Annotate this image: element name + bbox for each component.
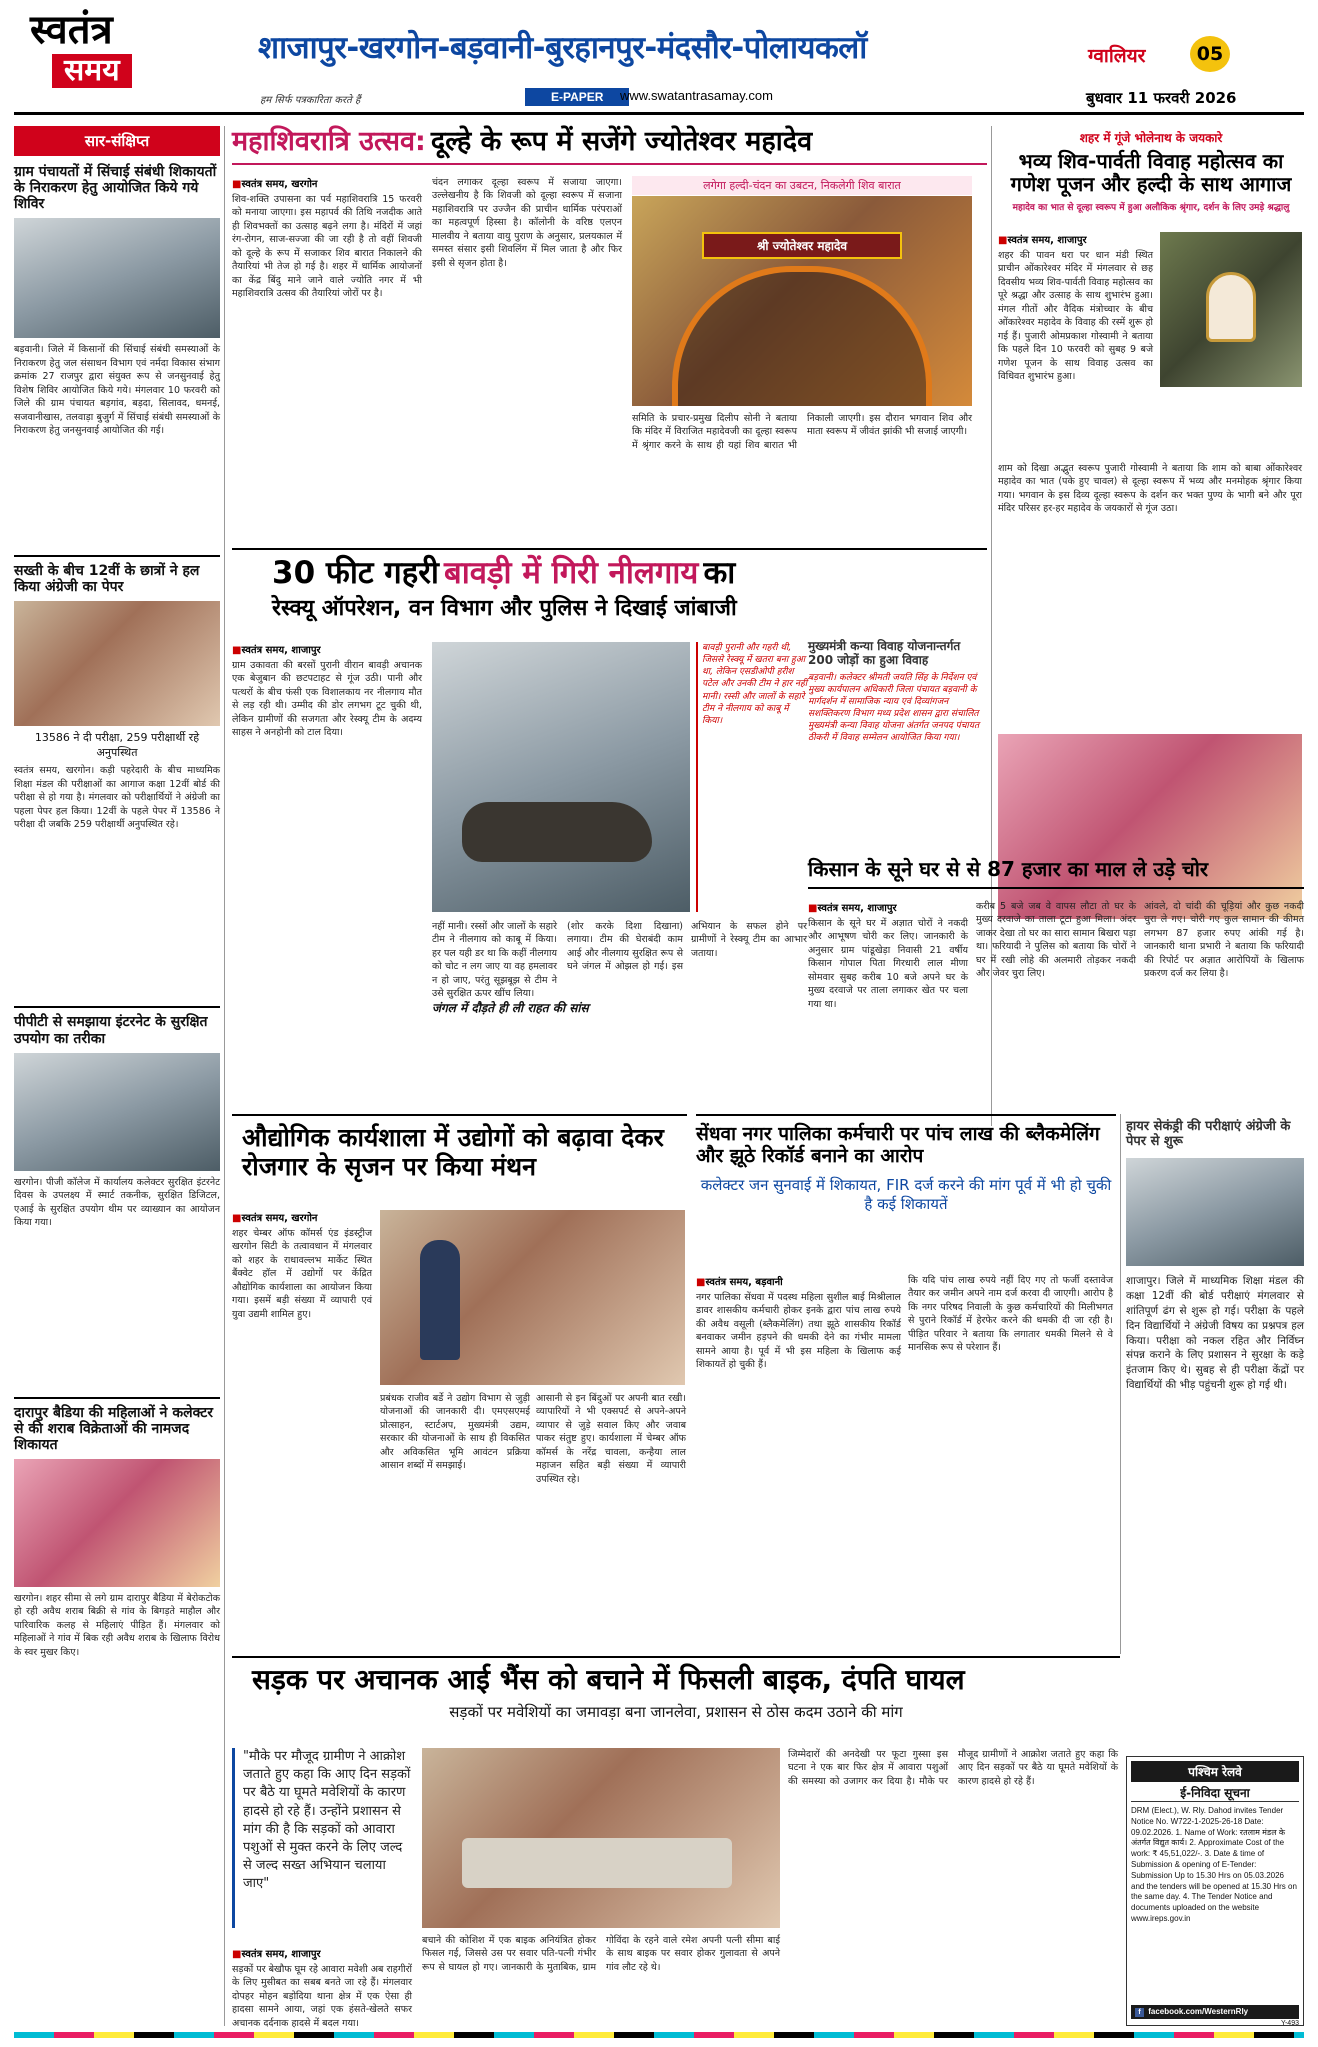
sidebar-story-2 [14,563,220,1000]
column-rule [1120,1114,1121,1654]
tender-body: DRM (Elect.), W. Rly. Dahod invites Tender Notice No. W722-1-2025-26-18 Date: 09.02.2026. 1. Name of Work: रतलाम मंडल के अंतर्गत विद्युत कार्य। 2. Approximate Cost of the work: ₹ 45,51,022/-. 3. Date & time of Submission & opening of E-Tender: Submission Up to 15.30 Hrs on 05.03.2026 and the tenders will be opened at 15.30 Hrs on the same day. 4. The Tender Notice and documents uploaded on the website www.ireps.gov.in [1131,1806,1297,1923]
story-subhead: जंगल में दौड़ते ही ली राहत की सांस [432,1001,589,1015]
tender-subtitle: ई-निविदा सूचना [1131,1784,1299,1802]
website-link[interactable]: www.swatantrasamay.com [620,88,773,103]
story-col-1 [808,900,968,1097]
headline-part-c: का [703,555,736,591]
story-body-2: कि यदि पांच लाख रुपये नहीं दिए गए तो फर्जी दस्तावेज तैयार कर जमीन अपने नाम दर्ज करवा दी जाएगी। आरोप है कि नगर परिषद निवाली के कुछ कर्मचारियों की मिलीभगत से पुराने रिकॉर्ड में हेरफेर करने की धमकी दी जा रही है। पीड़ित परिवार ने बताया कि लगातार धमकी मिलने से वे मानसिक रूप से परेशान हैं। [908,1275,1113,1354]
story-headline[interactable]: औद्योगिक कार्यशाला में उद्योगों को बढ़ावा देकर रोजगार के सृजन पर किया मंथन [242,1123,664,1181]
story-headline[interactable] [232,126,987,165]
story-byline: ■ स्वतंत्र समय, शाजापुर [232,1946,412,1960]
story-subhead: कलेक्टर जन सुनवाई में शिकायत, FIR दर्ज करने की मांग पूर्व में भी हो चुकी है कई शिकायतें [700,1175,1112,1214]
page-number: 05 [1190,36,1230,72]
bed-shape [462,1838,732,1888]
story-accident [232,1656,1120,2029]
divider [14,1397,220,1399]
story-body: बड़वानी। कलेक्टर श्रीमती जयति सिंह के निर्देशन एवं मुख्य कार्यपालन अधिकारी जिला पंचायत बड़वानी के मार्गदर्शन में सामाजिक न्याय एवं दिव्यांगजन सशक्तिकरण विभाग मध्य प्रदेश शासन द्वारा संचालित मुख्यमंत्री कन्या विवाह योजना अंतर्गत जनपद पंचायत ठीकरी में विवाह सम्मेलन आयोजित किया गया। [808,672,980,744]
story-body-2: करीब 5 बजे जब वे वापस लौटा तो घर के मुख्य दरवाजे का ताला टूटा हुआ मिला। अंदर जाकर देखा तो घर का सारा सामान बिखरा पड़ा था। फरियादी ने पुलिस को बताया कि चोरों ने घर में रखी लोहे की अलमारी तोड़कर नकदी और जेवर चुरा लिए। [976,901,1136,980]
sidebar-story-photo [14,218,220,338]
story-body-2: बचाने की कोशिश में एक बाइक अनियंत्रित होकर फिसल गई, जिससे उस पर सवार पति-पत्नी गंभीर रूप से घायल हो गए। जानकारी के मुताबिक, ग्राम गोविंदा के रहने वाले रमेश अपनी पत्नी सीमा बाई के साथ बाइक पर सवार होकर गुलावता से अपने गांव लौट रहे थे। [422,1935,780,1973]
temple-arch [672,266,932,406]
sidebar-story-caption: 13586 ने दी परीक्षा, 259 परीक्षार्थी रहे अनुपस्थित [34,731,200,760]
sidebar-story-3 [14,1014,220,1390]
tagline: हम सिर्फ पत्रकारिता करते हैं [260,95,361,106]
story-karyashala [232,1114,687,1654]
workshop-photo [380,1210,685,1385]
sidebar-title: सार-संक्षिप्त [14,126,220,156]
story-sendhwa [696,1114,1116,1654]
story-col-1 [232,1946,412,2029]
story-subhead: महादेव का भात से दूल्हा स्वरूप में हुआ अलौकिक श्रृंगार, दर्शन के लिए उमड़े श्रद्धालु [1012,202,1290,213]
story-kanya [808,640,986,860]
story-col [998,232,1153,469]
story-headline[interactable]: मुख्यमंत्री कन्या विवाह योजनान्तर्गत 200 जोड़ों का हुआ विवाह [808,639,961,667]
registration-strip [14,2032,1304,2038]
story-body: किसान के सूने घर में अज्ञात चोरों ने नकदी और आभूषण चोरी कर लिए। जानकारी के अनुसार ग्राम पांडूखेड़ा निवासी 21 वर्षीय किसान गोपाल पिता गिरधारी लाल मीणा सोमवार सुबह करीब 10 बजे अपने घर के मुख्य दरवाजे पर ताला लगाकर खेत पर चला गया था। [808,918,968,1010]
story-kicker: शहर में गूंजे भोलेनाथ के जयकारे [1079,131,1223,145]
sidebar-story-body: स्वतंत्र समय, खरगोन। कड़ी पहरेदारी के बीच माध्यमिक शिक्षा मंडल की परीक्षाओं का आगाज कक्षा 12वीं बोर्ड की परीक्षा से हो गया है। मंगलवार को परीक्षार्थियों ने अंग्रेजी का पहला पेपर हल किया। 12वीं के पहले पेपर में 13586 ने परीक्षा दी जबकि 259 परीक्षार्थी अनुपस्थित रहे। [14,765,220,831]
sidebar-story-4 [14,1405,220,1882]
story-quote: "मौके पर मौजूद ग्रामीण ने आक्रोश जताते हुए कहा कि आए दिन सड़कों पर बैठे या घूमते मवेशियों के कारण हादसे हो रहे हैं। उन्होंने प्रशासन से मांग की है कि सड़कों को आवारा पशुओं से मुक्त करने के लिए जल्द से जल्द सख्त अभियान चलाया जाए" [232,1748,412,1928]
story-headline[interactable]: सड़क पर अचानक आई भैंस को बचाने में फिसली बाइक, दंपति घायल [252,1663,965,1696]
divider [696,1114,1116,1116]
sidebar-story-headline[interactable]: पीपीटी से समझाया इंटरनेट के सुरक्षित उपयोग का तरीका [14,1014,208,1047]
story-body-2: प्रबंधक राजीव बर्डे ने उद्योग विभाग से जुड़ी योजनाओं की जानकारी दी। एमएसएमई प्रोत्साहन, स्टार्टअप, मुख्यमंत्री उद्यम, सरकार की योजनाओं के साथ ही विकसित और अविकसित भूमि आवंटन प्रक्रिया आसान शब्दों में समझाई। [380,1393,530,1472]
headline-part-a: 30 फीट गहरी [272,555,439,591]
story-body-3: आसानी से इन बिंदुओं पर अपनी बात रखी। व्यापारियों ने भी एक्सपर्ट से अपने-अपने व्यापार से जुड़े सवाल किए और जवाब पाकर संतुष्ट हुए। कार्यशाला में चेम्बर ऑफ कॉमर्स के नरेंद्र चावला, कन्हैया लाल महाजन सहित बड़ी संख्या में व्यापारी उपस्थित रहे। [536,1393,686,1485]
hospital-photo [422,1748,780,1928]
tender-social: facebook.com/WesternRly [1148,2007,1249,2016]
story-byline: ■ स्वतंत्र समय, बड़वानी [696,1274,901,1288]
story-byline: ■ स्वतंत्र समय, खरगोन [232,1210,372,1224]
story-body-3: आंवले, दो चांदी की चूड़ियां और कुछ नकदी चुरा ले गए। चोरी गए कुल सामान की कीमत लगभग 87 हजार रुपए आंकी गई है। जानकारी थाना प्रभारी ने बताया कि फरियादी की रिपोर्ट पर अज्ञात आरोपियों के खिलाफ प्रकरण दर्ज कर लिया है। [1144,901,1304,980]
sidebar [14,126,220,2026]
divider [232,1656,1120,1658]
story-byline: ■ स्वतंत्र समय, खरगोन [232,176,422,190]
story-headline[interactable]: किसान के सूने घर से से 87 हजार का माल ले उड़े चोर [808,858,1304,889]
masthead [0,0,1318,118]
story-body: शहर चेम्बर ऑफ कॉमर्स एंड इंडस्ट्रीज खरगोन सिटी के तत्वावधान में मंगलवार को शहर के राधावल्लभ मार्केट स्थित बैंक्वेट हॉल में उद्योगों पर केंद्रित औद्योगिक कार्यशाला का आयोजन किया गया। इसमें बड़ी संख्या में व्यापारी एवं युवा उद्यमी शामिल हुए। [232,1228,372,1320]
logo-bottom: समय [52,54,132,88]
sidebar-story-headline[interactable]: सख्ती के बीच 12वीं के छात्रों ने हल किया अंग्रेजी का पेपर [14,563,200,596]
sidebar-story-body: खरगोन। शहर सीमा से लगे ग्राम दारापुर बैडिया में बेरोकटोक हो रही अवैध शराब बिक्री से गांव के बिगड़ते माहौल और पारिवारिक कलह से महिलाएं पीड़ित हैं। मंगलवार को महिलाओं ने गांव में बिक रही अवैध शराब के खिलाफ विरोध के स्वर मुखर किए। [14,1592,220,1658]
story-body: सड़कों पर बेखौफ घूम रहे आवारा मवेशी अब राहगीरों के लिए मुसीबत का सबब बनते जा रहे हैं। मंगलवार दोपहर मोहन बड़ोदिया थाना क्षेत्र में एक ऐसा ही हादसा सामने आया, जहां एक हंसते-खेलते सफर अचानक दर्दनाक हादसे में बदल गया। [232,1964,412,2029]
temple-banner: श्री ज्योतेश्वर महादेव [702,232,902,259]
sidebar-story-headline[interactable]: ग्राम पंचायतों में सिंचाई संबंधी शिकायतों के निराकरण हेतु आयोजित किये गये शिविर [14,164,217,213]
story-headline[interactable]: हायर सेकंड्री की परीक्षाएं अंग्रेजी के पेपर से शुरू [1126,1119,1291,1149]
story-chor [808,858,1304,1120]
nilgay-shape [462,802,652,862]
tender-social-link[interactable] [1131,2005,1299,2019]
story-vivah [998,126,1304,926]
city-label: ग्वालियर [1088,45,1146,67]
story-col-1 [232,642,422,1099]
story-title: दूल्हे के रूप में सजेंगे ज्योतेश्वर महादेव [430,126,813,157]
story-body-3: जिम्मेदारों की अनदेखी पर फूटा गुस्सा इस घटना ने एक बार फिर क्षेत्र में आवारा पशुओं की समस्या को उजागर कर दिया है। मौके पर मौजूद ग्रामीणों ने आक्रोश जताते हुए कहा कि आए दिन सड़कों पर बैठे या घूमते मवेशियों के कारण हादसे हो रहे हैं। [788,1749,1118,1787]
exam-photo [1126,1158,1304,1266]
sidebar-story-photo [14,1053,220,1171]
story-mahashivratri [232,126,987,546]
sidebar-story-1 [14,164,220,549]
story-body: शहर की पावन धरा पर धान मंडी स्थित प्राचीन ओंकारेश्वर मंदिर में मंगलवार से छह दिवसीय भव्य शिव-पार्वती विवाह महोत्सव का पूरे श्रद्धा और उत्साह के साथ शुभारंभ हुआ। मंगल गीतों और वैदिक मंत्रोच्चार के बीच ओंकारेश्वर महादेव के विवाह की रस्में शुरू हो गई हैं। पुजारी ओमप्रकाश गोस्वामी ने बताया कि पहले दिन 10 फरवरी को सुबह 9 बजे गणेश पूजन के साथ विवाह उत्सव का विधिवत शुभारंभ हुआ। [998,250,1153,383]
story-body: ग्राम उकावता की बरसों पुरानी वीरान बावड़ी अचानक एक बेजुबान की छटपटाहट से गूंज उठी। पानी और पत्थरों के बीच फंसी एक विशालकाय नर नीलगाय मौत से लड़ रही थी। उम्मीद की डोर लगभग टूट चुकी थी, लेकिन ग्रामीणों की सजगता और रेस्क्यू टीम के अदम्य साहस ने अनहोनी को टाल दिया। [232,660,422,739]
sidebar-story-headline[interactable]: दारापुर बैडिया की महिलाओं ने कलेक्टर से की शराब विक्रेताओं की नामजद शिकायत [14,1404,213,1453]
sidebar-story-body: बड़वानी। जिले में किसानों की सिंचाई संबंधी समस्याओं के निराकरण हेतु जल संसाधन विभाग एवं नर्मदा विकास संभाग क्रमांक 27 राजपुर द्वारा संयुक्त रूप से जनसुनवाई हेतु विशेष शिविर आयोजित किये गये। मंगलवार 10 फरवरी को जिले की ग्राम पंचायत बड़गांव, बड़दा, सिलावद, धमनई, सजवानीखास, तलवाड़ा बुजुर्ग में सिंचाई संबंधी समस्याओं के निराकरण हेतु जनसुनवाई आयोजित की गई। [14,344,220,437]
divider [14,555,220,557]
divider [14,1006,220,1008]
story-body-2: नहीं मानी। रस्सों और जालों के सहारे टीम ने नीलगाय को काबू में किया। हर पल यही डर था कि कहीं नीलगाय को चोट न लग जाए या वह हमलावर न हो जाए, परंतु सूझबूझ से टीम ने उसे सुरक्षित ऊपर खींच लिया। [432,921,557,1000]
tender-notice [1126,1756,1304,2026]
rescue-photo [432,642,690,912]
sidebar-story-photo [14,1459,220,1587]
masthead-rule [14,112,1304,115]
sidebar-rule [224,126,225,2026]
story-headline[interactable]: सेंधवा नगर पालिका कर्मचारी पर पांच लाख की ब्लैकमेलिंग और झूठे रिकॉर्ड बनाने का आरोप [696,1123,1100,1167]
temple-photo [632,196,972,406]
story-byline: ■ स्वतंत्र समय, शाजापुर [808,900,968,914]
story-byline: ■ स्वतंत्र समय, शाजापुर [232,642,422,656]
speaker-shape [420,1240,460,1360]
story-col-2 [432,176,622,538]
logo-top: स्वतंत्र [30,7,113,53]
story-col-1 [232,176,422,533]
story-body-3: समिति के प्रचार-प्रमुख दिलीप सोनी ने बताया कि मंदिर में विराजित महादेवजी का दूल्हा स्वरूप में श्रृंगार करने के साथ ही यहां शिव बारात भी निकाली जाएगी। इस दौरान भगवान शिव और माता स्वरूप में जीवंत झांकी भी सजाई जाएगी। [632,413,972,451]
headline-part-b: बावड़ी में गिरी नीलगाय [444,555,699,591]
shivling-shape [1206,272,1256,342]
story-photo-caption: लगेगा हल्दी-चंदन का उबटन, निकलेगी शिव बारात [632,176,972,195]
divider [232,548,987,550]
story-headline[interactable]: भव्य शिव-पार्वती विवाह महोत्सव का गणेश पूजन और हल्दी के साथ आगाज [1010,148,1292,196]
rescue-photo-caption: बावड़ी पुरानी और गहरी थी, जिससे रेस्क्यू में खतरा बना हुआ था, लेकिन एसडीओपी हरीश पटेल और उनकी टीम ने हार नहीं मानी। रस्सी और जालों के सहारे टीम ने नीलगाय को काबू में किया। [696,642,808,912]
story-byline: ■ स्वतंत्र समय, शाजापुर [998,232,1153,246]
sidebar-story-body: खरगोन। पीजी कॉलेज में कार्यालय कलेक्टर सुरक्षित इंटरनेट दिवस के उपलक्ष्य में स्मार्ट तकनीक, सुरक्षित डिजिटल, एआई के सुरक्षित उपयोग थीम पर व्याख्यान का आयोजन किया गया। [14,1176,220,1229]
story-subhead: सड़कों पर मवेशियों का जमावड़ा बना जानलेवा, प्रशासन से ठोस कदम उठाने की मांग [449,1703,903,1722]
shivling-photo [1160,232,1302,387]
story-headline[interactable] [272,556,987,592]
tender-title: पश्चिम रेलवे [1131,1761,1299,1782]
divider [232,1114,687,1116]
sidebar-story-photo [14,601,220,726]
logo [30,7,180,110]
story-col-1 [232,1210,372,1627]
story-body-2: शाम को दिखा अद्भुत स्वरूप पुजारी गोस्वामी ने बताया कि शाम को बाबा ओंकारेश्वर महादेव का भात (पके हुए चावल) से दूल्हा स्वरूप में भव्य और मनमोहक श्रृंगार किया गया। भगवान के इस दिव्य दूल्हा स्वरूप के दर्शन कर भक्त पुण्य के भागी बने और पूरा मंदिर परिसर हर-हर महादेव के जयकारों से गूंज उठा। [998,463,1302,515]
story-col-1 [696,1274,901,1641]
story-body: शिव-शक्ति उपासना का पर्व महाशिवरात्रि 15 फरवरी को मनाया जाएगा। इस महापर्व की तिथि नजदीक आते ही शिवभक्तों का उत्साह बढ़ने लगा है। मंदिरों में जहां रंग-रोगन, साज-सज्जा की जा रही है तो वहीं शिवजी को दूल्हे के रूप में सजाकर शिव बारात निकालने की तैयारियां भी तेज हो गई है। शहर में धार्मिक आयोजनों का केंद्र बिंदु माने जाने वाले ज्योति नगर में भी महाशिवरात्रि उत्सव की तैयारियां जोरों पर है। [232,194,422,300]
edition-cities: शाजापुर-खरगोन-बड़वानी-बुरहानपुर-मंदसौर-पोलायकलॉ [258,30,867,66]
story-body-3: (शोर करके दिशा दिखाना) लगाया। टीम की घेराबंदी काम आई और नीलगाय सुरक्षित रूप से घने जंगल में ओझल हो गई। इस अभियान के सफल होने पर ग्रामीणों ने रेस्क्यू टीम का आभार जताया। [567,921,807,973]
story-body: शाजापुर। जिले में माध्यमिक शिक्षा मंडल की कक्षा 12वीं की बोर्ड परीक्षाएं मंगलवार से शांतिपूर्ण ढंग से शुरू हो गई। परीक्षा के पहले दिन विद्यार्थियों ने अंग्रेजी विषय का प्रश्नपत्र हल किया। परीक्षा को नकल रहित और निर्विघ्न संपन्न कराने के लिए प्रशासन ने सुरक्षा के कड़े इंतजाम किए थे। सुबह से ही परीक्षा केंद्रों पर विद्यार्थियों की भीड़ पहुंचनी शुरू हो गई थी। [1126,1274,1304,1392]
story-body: नगर पालिका सेंधवा में पदस्थ महिला सुशील बाई मिश्रीलाल डावर शासकीय कर्मचारी होकर इनके द्वारा पांच लाख रुपये की अवैध वसूली (ब्लैकमेलिंग) तथा झूठे शासकीय रिकॉर्ड बनवाकर जमीन हड़पने की धमकी देने का गंभीर मामला सामने आया है। पूर्व में भी इस महिला के खिलाफ कई शिकायतें हो चुकी हैं। [696,1292,901,1371]
facebook-icon: f [1135,2008,1144,2017]
story-kicker: महाशिवरात्रि उत्सव: [232,126,426,157]
story-headline-line2: रेस्क्यू ऑपरेशन, वन विभाग और पुलिस ने दिखाई जांबाजी [272,595,737,621]
tender-code: Y-493 [1280,2020,1299,2027]
date: बुधवार 11 फरवरी 2026 [1086,89,1237,107]
epaper-label: E-PAPER [525,88,629,106]
story-body-2: चंदन लगाकर दूल्हा स्वरूप में सजाया जाएगा। उल्लेखनीय है कि शिवजी को दूल्हा स्वरूप में सजाना महाशिवरात्रि पर उज्जैन की प्राचीन धार्मिक परंपराओं का महत्वपूर्ण हिस्सा है। कॉलोनी के वरिष्ठ एलएन मालवीय ने बताया वायु पुराण के अनुसार, प्रलयकाल में समस्त संसार इसी शिवलिंग में मिल जाता है और फिर इसी से सृजन होता है। [432,177,622,269]
story-exam [1126,1114,1304,1754]
